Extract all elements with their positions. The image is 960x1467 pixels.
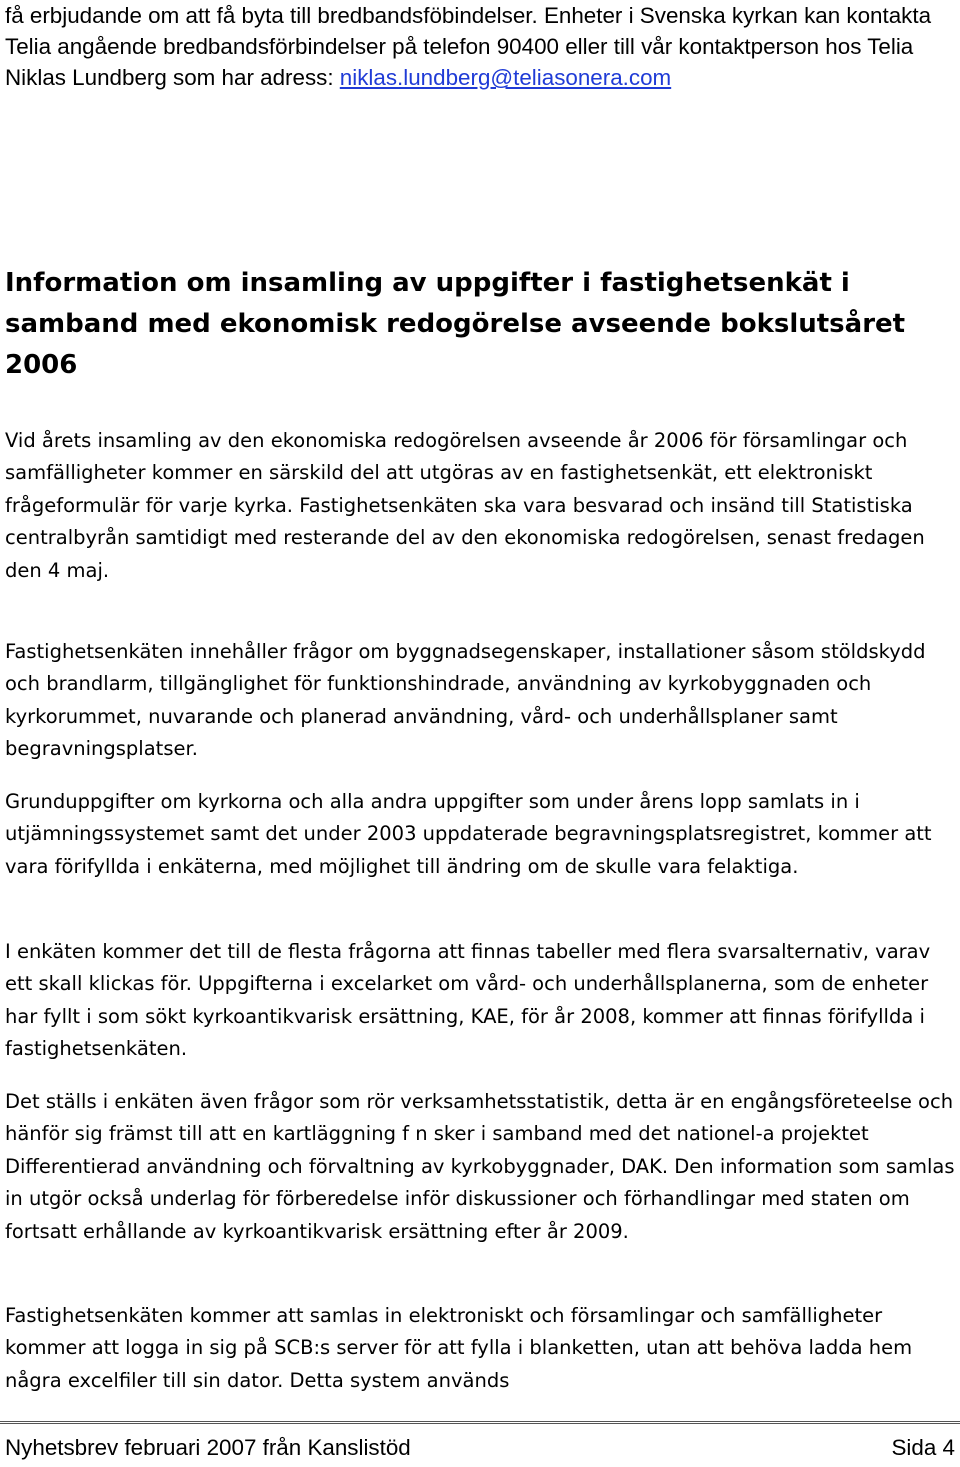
- paragraph-4: I enkäten kommer det till de flesta frågorna att finnas tabeller med flera svarsalternativ, varav ett skall klickas för. Uppgifterna i excelarket om vård- och underhållsplanerna, som de enheter har fyllt i som sökt kyrkoantikvarisk ersättning, KAE, för år 2008, kommer att finnas förifyllda i fastighetsenkäten.: [5, 940, 931, 1061]
- intro-text: få erbjudande om att få byta till bredbandsföbindelser. Enheter i Svenska kyrkan kan kontakta Telia angående bredbandsförbindelser på telefon 90400 eller till vår kontaktperson hos Telia Niklas Lundberg som har adress:: [5, 3, 932, 91]
- paragraph-3: Grunduppgifter om kyrkorna och alla andra uppgifter som under årens lopp samlats in i utjämningssystemet samt det under 2003 uppdaterade begravningsplatsregistret, kommer att vara förifyllda i enkäterna, med möjlighet till ändring om de skulle vara felaktiga.: [5, 790, 932, 878]
- paragraph-1: Vid årets insamling av den ekonomiska redogörelsen avseende år 2006 för församlingar och samfälligheter kommer en särskild del att utgöras av en fastighetsenkät, ett elektroniskt frågeformulär för varje kyrka. Fastighetsenkäten ska vara besvarad och insänd till Statistiska centralbyrån samtidigt med resterande del av den ekonomiska redogörelsen, senast fredagen den 4 maj.: [5, 429, 925, 582]
- footer-page-number: Sida 4: [891, 1435, 955, 1460]
- paragraph-5: Det ställs i enkäten även frågor som rör verksamhetsstatistik, detta är en engångsföreteelse och hänför sig främst till att en kartläggning f n sker i samband med det nationel-a projektet Differentierad användning och förvaltning av kyrkobyggnader, DAK. Den information som samlas in utgör också underlag för förberedelse inför diskussioner och förhandlingar med staten om fortsatt erhållande av kyrkoantikvarisk ersättning efter år 2009.: [5, 1090, 955, 1243]
- footer-newsletter-title: Nyhetsbrev februari 2007 från Kanslistöd: [5, 1435, 411, 1460]
- document-page: [5, 0, 955, 1392]
- paragraph-6: Fastighetsenkäten kommer att samlas in elektroniskt och församlingar och samfälligheter kommer att logga in sig på SCB:s server för att fylla i blanketten, utan att behöva ladda hem några excelfiler till sin dator. Detta system används: [5, 1304, 913, 1392]
- paragraph-2: Fastighetsenkäten innehåller frågor om byggnadsegenskaper, installationer såsom stöldskydd och brandlarm, tillgänglighet för funktionshindrade, användning av kyrkobyggnaden och kyrkorummet, nuvarande och planerad användning, vård- och underhållsplaner samt begravningsplatser.: [5, 640, 926, 761]
- page-footer: [5, 1434, 955, 1462]
- section-heading: Information om insamling av uppgifter i fastighetsenkät i samband med ekonomisk redogörelse avseende bokslutsåret 2006: [5, 268, 906, 380]
- footer-divider: [0, 1421, 960, 1424]
- email-link[interactable]: niklas.lundberg@teliasonera.com: [339, 65, 672, 91]
- intro-paragraph: [5, 0, 950, 94]
